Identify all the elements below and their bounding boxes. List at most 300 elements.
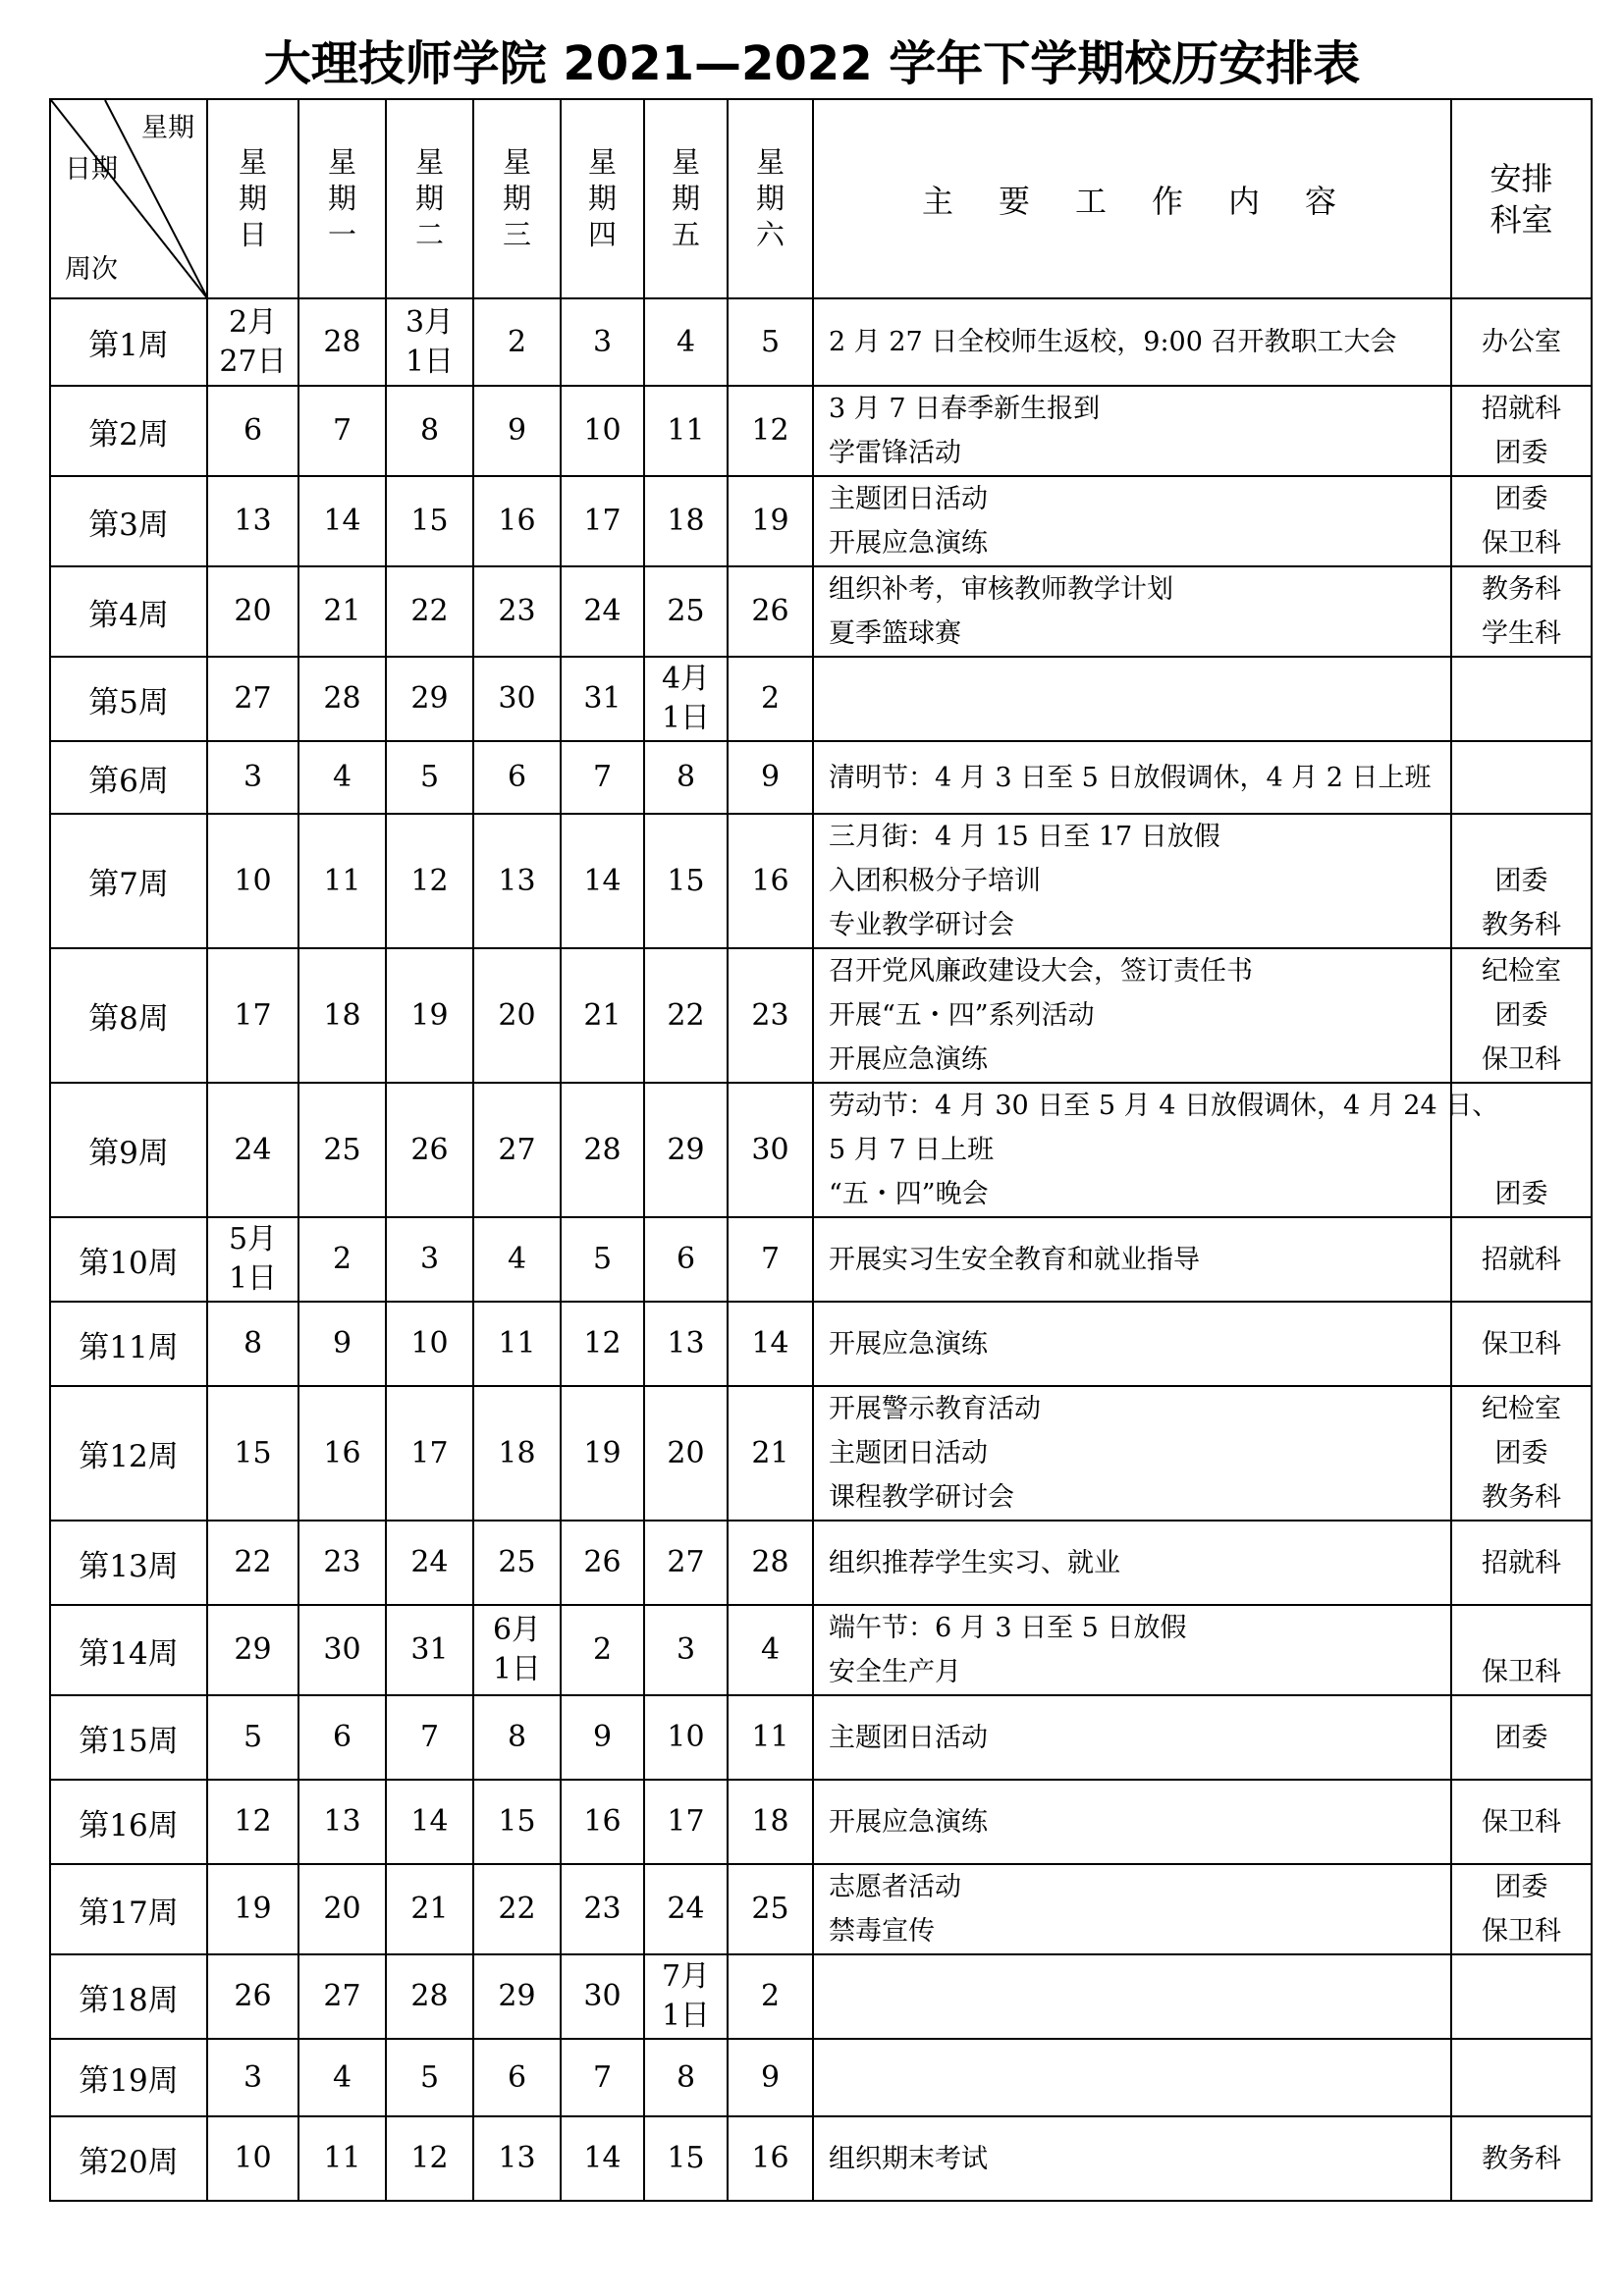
header-day-label: 星 [755, 145, 785, 179]
work-content-cell [813, 1954, 1451, 2039]
date-cell [386, 814, 473, 948]
date-cell [473, 741, 561, 814]
room-cell [1451, 1386, 1592, 1521]
date-cell [728, 1302, 813, 1386]
date-cell [386, 1217, 473, 1302]
room-item: 保卫科 [1482, 1916, 1561, 1947]
date-cell [207, 1302, 298, 1386]
date-cell [207, 386, 298, 476]
room-cell [1451, 1695, 1592, 1780]
date-text: 2 [507, 324, 527, 359]
date-cell [386, 566, 473, 657]
date-text: 9 [332, 1326, 352, 1361]
room-item: 团委 [1494, 866, 1548, 896]
date-cell [561, 386, 644, 476]
date-text: 27日 [219, 344, 287, 379]
date-cell [386, 476, 473, 566]
date-cell [644, 1386, 728, 1521]
room-cell [1451, 1605, 1592, 1695]
date-cell [386, 1780, 473, 1864]
room-cell [1451, 814, 1592, 948]
date-cell [728, 1954, 813, 2039]
date-text: 3 [592, 324, 613, 359]
date-cell [298, 2039, 386, 2116]
header-day-label: 星 [327, 145, 356, 179]
date-text: 4 [507, 1242, 527, 1276]
date-text: 10 [583, 413, 622, 448]
header-day-label: 期 [502, 182, 531, 215]
room-item [1452, 1128, 1591, 1172]
date-text: 3 [676, 1632, 696, 1667]
work-item: 安全生产月 [829, 1657, 961, 1687]
date-cell [644, 1780, 728, 1864]
date-cell [473, 476, 561, 566]
date-text: 25 [667, 594, 705, 628]
header-day-label: 一 [327, 218, 356, 251]
work-item: 开展警示教育活动 [829, 1394, 1041, 1424]
header-day-cell [298, 99, 386, 298]
date-text: 24 [234, 1132, 272, 1167]
date-text: 11 [751, 1720, 789, 1754]
date-text: 15 [667, 2141, 705, 2175]
date-text: 10 [234, 2141, 272, 2175]
room-item: 办公室 [1482, 327, 1561, 357]
work-item: 夏季篮球赛 [829, 618, 961, 649]
header-day-label: 星 [502, 145, 531, 179]
date-text: 11 [667, 413, 705, 448]
date-text: 12 [410, 863, 449, 898]
date-text: 22 [667, 997, 705, 1033]
work-content-cell [813, 298, 1451, 386]
date-cell [207, 2116, 298, 2201]
date-text: 29 [410, 681, 449, 716]
date-text: 16 [751, 863, 789, 898]
header-day-cell [207, 99, 298, 298]
date-text: 17 [583, 504, 622, 538]
date-cell [386, 1695, 473, 1780]
header-day-label: 期 [755, 182, 785, 215]
work-item: 开展“五・四”系列活动 [829, 1000, 1095, 1031]
header-day-label: 星 [671, 145, 700, 179]
date-text: 4 [676, 324, 696, 359]
room-item: 招就科 [1482, 1244, 1561, 1275]
date-text: 8 [419, 413, 440, 448]
date-text: 26 [751, 594, 789, 628]
date-cell [473, 1695, 561, 1780]
date-text: 3月 [405, 304, 455, 340]
date-cell [207, 1605, 298, 1695]
date-cell [728, 298, 813, 386]
work-item: 组织补考，审核教师教学计划 [829, 574, 1173, 605]
work-item: 专业教学研讨会 [829, 910, 1014, 940]
header-day-label: 期 [238, 182, 267, 215]
date-cell [728, 386, 813, 476]
header-day-label: 六 [755, 218, 785, 251]
work-item: 劳动节：4 月 30 日至 5 月 4 日放假调休，4 月 24 日、 [829, 1091, 1499, 1121]
date-cell [728, 1605, 813, 1695]
work-item: 召开党风廉政建设大会，签订责任书 [829, 956, 1253, 987]
room-item: 学生科 [1482, 618, 1561, 649]
room-item: 教务科 [1482, 1482, 1561, 1513]
header-day-label: 四 [587, 218, 617, 251]
date-text: 28 [410, 1979, 449, 2013]
header-day-label: 期 [414, 182, 444, 215]
room-cell [1451, 1780, 1592, 1864]
room-item: 纪检室 [1482, 956, 1561, 987]
room-cell [1451, 2039, 1592, 2116]
date-text: 21 [583, 997, 622, 1033]
date-cell [298, 1780, 386, 1864]
date-cell [644, 1521, 728, 1605]
work-item: 学雷锋活动 [829, 438, 961, 468]
date-text: 6 [676, 1242, 696, 1276]
work-item: 开展应急演练 [829, 1044, 988, 1075]
date-text: 16 [498, 504, 536, 538]
date-text: 9 [507, 413, 527, 448]
date-text: 21 [751, 1435, 789, 1470]
room-cell [1451, 657, 1592, 741]
work-item: 主题团日活动 [829, 1722, 988, 1753]
date-text: 28 [583, 1132, 622, 1167]
date-cell [644, 1217, 728, 1302]
work-item: 开展应急演练 [829, 1806, 988, 1838]
date-cell [207, 566, 298, 657]
room-item: 保卫科 [1482, 1806, 1561, 1838]
table-row [50, 814, 1592, 948]
work-content-cell [813, 386, 1451, 476]
date-cell [386, 1521, 473, 1605]
header-day-label: 三 [502, 218, 531, 251]
room-item: 教务科 [1482, 574, 1561, 605]
work-content-cell [813, 814, 1451, 948]
date-text: 30 [751, 1132, 789, 1167]
date-text: 18 [751, 1804, 789, 1839]
date-cell [386, 2039, 473, 2116]
date-cell [728, 1217, 813, 1302]
week-label: 第1周 [50, 298, 207, 386]
date-text: 8 [507, 1720, 527, 1754]
date-cell [298, 298, 386, 386]
date-cell [644, 476, 728, 566]
date-text: 22 [410, 594, 449, 628]
date-text: 26 [410, 1132, 449, 1167]
date-text: 18 [498, 1435, 536, 1470]
table-row [50, 948, 1592, 1083]
date-text: 7 [332, 413, 352, 448]
date-cell [728, 566, 813, 657]
work-item: 组织推荐学生实习、就业 [829, 1547, 1120, 1578]
date-text: 15 [667, 863, 705, 898]
work-content-cell [813, 1217, 1451, 1302]
room-item: 保卫科 [1482, 1328, 1561, 1360]
date-cell [644, 1864, 728, 1954]
date-cell [644, 1954, 728, 2039]
date-cell [644, 566, 728, 657]
date-text: 23 [323, 1545, 361, 1579]
date-text: 7月 [661, 1959, 711, 1994]
date-text: 23 [751, 997, 789, 1033]
date-text: 10 [410, 1326, 449, 1361]
header-day-label: 期 [671, 182, 700, 215]
week-label: 第15周 [50, 1695, 207, 1780]
work-item: 清明节：4 月 3 日至 5 日放假调休，4 月 2 日上班 [829, 762, 1432, 793]
room-item: 团委 [1494, 1179, 1548, 1209]
week-label: 第7周 [50, 814, 207, 948]
date-cell [473, 1083, 561, 1217]
week-label: 第19周 [50, 2039, 207, 2116]
date-text: 5 [419, 2059, 440, 2095]
date-cell [298, 1083, 386, 1217]
date-cell [644, 1695, 728, 1780]
date-text: 21 [410, 1892, 449, 1926]
date-text: 16 [583, 1804, 622, 1839]
date-text: 19 [583, 1435, 622, 1470]
date-text: 5 [760, 324, 781, 359]
date-text: 29 [498, 1979, 536, 2013]
room-item: 保卫科 [1482, 1044, 1561, 1075]
work-content-cell [813, 1780, 1451, 1864]
date-text: 11 [323, 2141, 361, 2175]
table-row [50, 1083, 1592, 1217]
date-text: 9 [592, 1720, 613, 1754]
date-text: 25 [323, 1132, 361, 1167]
date-text: 4 [760, 1632, 781, 1667]
date-cell [207, 741, 298, 814]
date-cell [207, 1864, 298, 1954]
date-cell [386, 1386, 473, 1521]
work-content-cell [813, 1083, 1499, 1217]
week-label: 第4周 [50, 566, 207, 657]
date-cell [298, 566, 386, 657]
date-text: 25 [498, 1545, 536, 1579]
date-cell [561, 2039, 644, 2116]
date-text: 3 [419, 1242, 440, 1276]
table-row [50, 2039, 1592, 2116]
date-text: 20 [667, 1435, 705, 1470]
date-cell [473, 1605, 561, 1695]
date-text: 7 [760, 1242, 781, 1276]
date-cell [386, 741, 473, 814]
date-text: 26 [234, 1979, 272, 2013]
work-content-cell [813, 741, 1451, 814]
date-cell [561, 2116, 644, 2201]
room-cell [1451, 298, 1592, 386]
date-text: 13 [498, 2141, 536, 2175]
date-text: 24 [410, 1545, 449, 1579]
date-cell [728, 1521, 813, 1605]
week-label: 第8周 [50, 948, 207, 1083]
date-cell [473, 1302, 561, 1386]
date-cell [561, 1780, 644, 1864]
table-row [50, 386, 1592, 476]
room-cell [1451, 948, 1592, 1083]
date-cell [644, 657, 728, 741]
header-day-label: 二 [414, 218, 444, 251]
header-room-label: 科室 [1489, 200, 1553, 239]
work-item: 入团积极分子培训 [829, 866, 1041, 896]
room-item: 教务科 [1482, 2143, 1561, 2174]
date-cell [728, 741, 813, 814]
date-text: 14 [583, 2141, 622, 2175]
work-content-cell [813, 1302, 1451, 1386]
date-text: 5 [592, 1242, 613, 1276]
date-text: 12 [410, 2141, 449, 2175]
week-label: 第2周 [50, 386, 207, 476]
date-text: 19 [751, 504, 789, 538]
calendar-body [50, 298, 1592, 2201]
date-cell [561, 566, 644, 657]
header-row [50, 99, 1592, 298]
date-cell [561, 814, 644, 948]
room-cell [1451, 2116, 1592, 2201]
header-corner [50, 99, 207, 298]
date-text: 6 [507, 760, 527, 794]
work-item: 端午节：6 月 3 日至 5 日放假 [829, 1613, 1187, 1643]
room-item: 纪检室 [1482, 1394, 1561, 1424]
room-cell [1451, 386, 1592, 476]
date-cell [207, 657, 298, 741]
date-text: 8 [676, 2059, 696, 2095]
table-row [50, 1695, 1592, 1780]
room-item: 团委 [1494, 1722, 1548, 1753]
table-row [50, 566, 1592, 657]
date-text: 27 [234, 681, 272, 716]
room-item: 团委 [1494, 438, 1548, 468]
date-cell [473, 1217, 561, 1302]
header-day-label: 期 [327, 182, 356, 215]
date-cell [561, 476, 644, 566]
date-text: 6月 [492, 1613, 542, 1647]
date-cell [728, 2039, 813, 2116]
date-cell [561, 741, 644, 814]
date-text: 5 [419, 760, 440, 794]
date-cell [298, 741, 386, 814]
date-text: 11 [498, 1326, 536, 1361]
room-item: 教务科 [1482, 910, 1561, 940]
date-cell [298, 1695, 386, 1780]
header-day-cell [728, 99, 813, 298]
date-cell [728, 1386, 813, 1521]
corner-date-label: 日期 [65, 154, 118, 185]
date-cell [386, 948, 473, 1083]
table-row [50, 1864, 1592, 1954]
room-item [1452, 1606, 1591, 1650]
date-cell [386, 1954, 473, 2039]
table-row [50, 657, 1592, 741]
date-text: 30 [583, 1979, 622, 2013]
room-item: 团委 [1494, 484, 1548, 514]
date-cell [298, 476, 386, 566]
date-text: 29 [667, 1132, 705, 1167]
date-text: 19 [410, 997, 449, 1033]
header-day-cell [386, 99, 473, 298]
date-text: 3 [243, 2059, 263, 2095]
date-cell [298, 1605, 386, 1695]
work-item: 开展应急演练 [829, 528, 988, 559]
date-text: 2 [332, 1242, 352, 1276]
date-cell [298, 2116, 386, 2201]
date-text: 1日 [492, 1652, 542, 1686]
date-cell [728, 948, 813, 1083]
week-label: 第11周 [50, 1302, 207, 1386]
date-text: 31 [410, 1632, 449, 1667]
week-label: 第13周 [50, 1521, 207, 1605]
date-cell [473, 1780, 561, 1864]
date-text: 20 [498, 997, 536, 1033]
date-cell [386, 657, 473, 741]
work-item: 5 月 7 日上班 [829, 1135, 995, 1165]
date-text: 27 [667, 1545, 705, 1579]
date-text: 14 [583, 863, 622, 898]
header-day-label: 星 [238, 145, 267, 179]
date-cell [561, 1954, 644, 2039]
work-content-cell [813, 1605, 1451, 1695]
date-cell [473, 386, 561, 476]
date-cell [473, 657, 561, 741]
date-cell [728, 476, 813, 566]
table-row [50, 1217, 1592, 1302]
date-text: 24 [583, 594, 622, 628]
date-text: 14 [410, 1804, 449, 1839]
date-text: 20 [323, 1892, 361, 1926]
date-cell [644, 2116, 728, 2201]
date-cell [386, 1605, 473, 1695]
date-cell [644, 2039, 728, 2116]
date-cell [644, 814, 728, 948]
room-cell [1451, 1217, 1592, 1302]
table-row [50, 1521, 1592, 1605]
date-cell [386, 386, 473, 476]
work-content-cell [813, 657, 1451, 741]
room-item: 招就科 [1482, 1547, 1561, 1578]
date-text: 3 [243, 760, 263, 794]
room-cell [1451, 1302, 1592, 1386]
date-cell [728, 2116, 813, 2201]
date-text: 19 [234, 1892, 272, 1926]
date-text: 16 [751, 2141, 789, 2175]
room-item [1452, 815, 1591, 859]
date-text: 23 [498, 594, 536, 628]
date-cell [298, 814, 386, 948]
date-cell [386, 1302, 473, 1386]
date-text: 1日 [661, 701, 711, 735]
week-label: 第12周 [50, 1386, 207, 1521]
room-cell [1451, 476, 1592, 566]
date-text: 27 [498, 1132, 536, 1167]
week-label: 第3周 [50, 476, 207, 566]
date-cell [207, 1780, 298, 1864]
date-cell [207, 1386, 298, 1521]
date-cell [561, 1864, 644, 1954]
page-title: 大理技师学院 2021—2022 学年下学期校历安排表 [263, 36, 1361, 91]
date-cell [473, 1864, 561, 1954]
date-text: 8 [676, 760, 696, 794]
date-cell [298, 1864, 386, 1954]
date-cell [298, 948, 386, 1083]
date-cell [207, 948, 298, 1083]
date-text: 4 [332, 2059, 352, 2095]
date-text: 7 [592, 760, 613, 794]
date-cell [473, 298, 561, 386]
date-cell [728, 1695, 813, 1780]
date-cell [644, 298, 728, 386]
date-cell [207, 476, 298, 566]
date-cell [207, 2039, 298, 2116]
date-cell [561, 1605, 644, 1695]
date-text: 30 [323, 1632, 361, 1667]
date-text: 17 [410, 1435, 449, 1470]
work-content-cell [813, 566, 1451, 657]
